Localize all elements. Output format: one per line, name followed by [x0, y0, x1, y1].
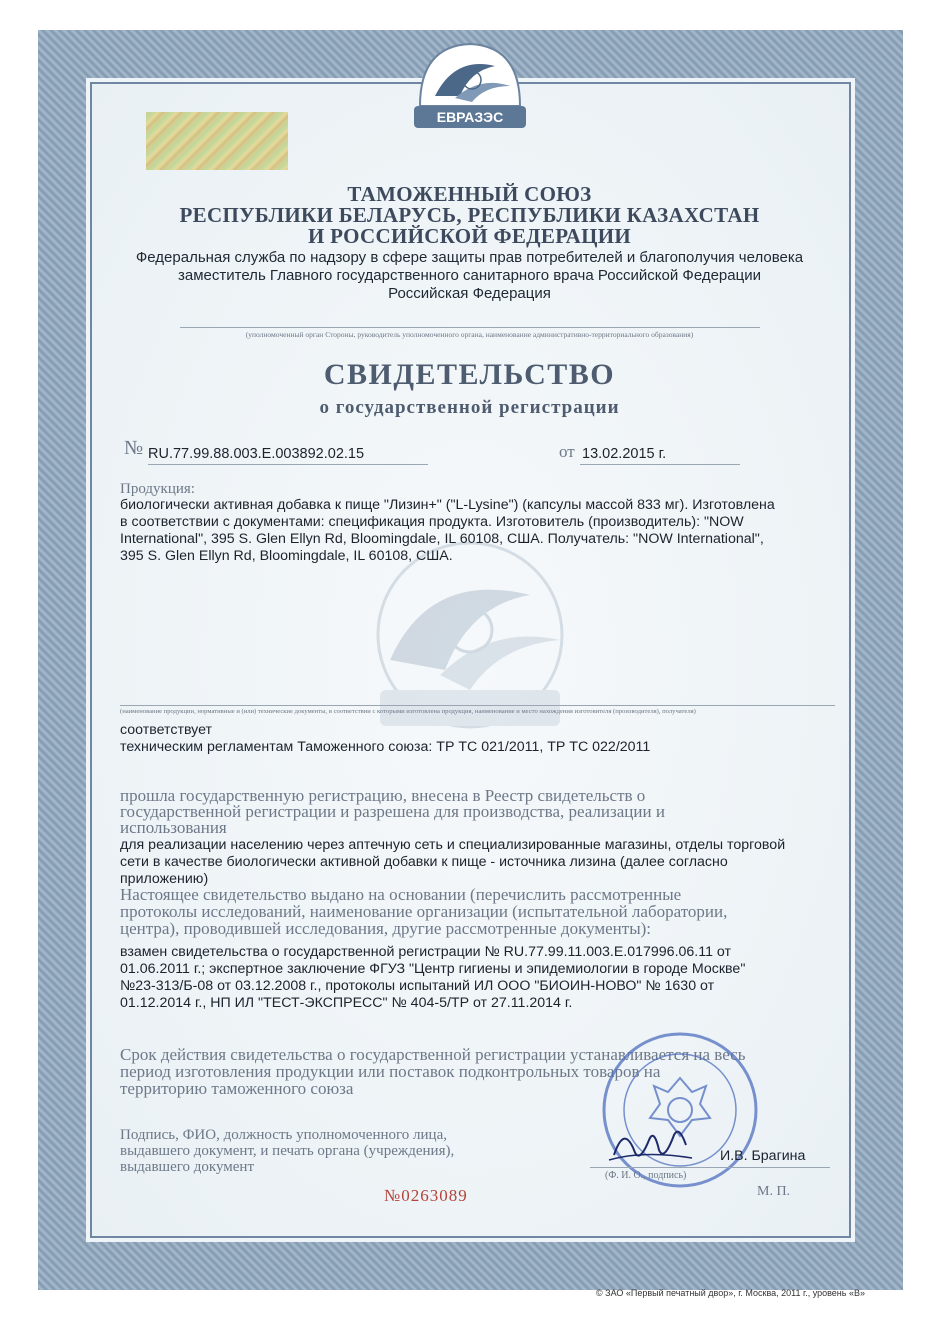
signature-caption-3: выдавшего документ [120, 1159, 255, 1175]
product-line-4: 395 S. Glen Ellyn Rd, Bloomingdale, IL 60108, США. [120, 548, 453, 564]
authority-rule [180, 327, 760, 328]
date-label: от [559, 442, 575, 461]
authority-caption: (уполномоченный орган Стороны, руководитель уполномоченного органа, наименование административно-территориального образования) [245, 330, 694, 339]
mp-label: М. П. [757, 1184, 791, 1199]
eurasec-emblem-icon [400, 36, 540, 136]
product-caption: (наименование продукции, нормативные и (или) технические документы, в соответствии с которыми изготовлена продукция, наименование и место нахождения изготовителя (производителя), получателя) [120, 708, 696, 715]
conformity-value: техническим регламентам Таможенного союза: ТР ТС 021/2011, ТР ТС 022/2011 [120, 739, 651, 755]
header-line-3: И РОССИЙСКОЙ ФЕДЕРАЦИИ [307, 224, 632, 248]
basis-value-line-1: взамен свидетельства о государственной регистрации № RU.77.99.11.003.Е.017996.06.11 от [120, 944, 731, 960]
product-rule [120, 705, 835, 706]
authority-line-1: Федеральная служба по надзору в сфере защиты прав потребителей и благополучия человека [135, 249, 804, 266]
fio-caption: (Ф. И. О., подпись) [605, 1170, 687, 1181]
signature-rule [590, 1167, 830, 1168]
header-line-2: РЕСПУБЛИКИ БЕЛАРУСЬ, РЕСПУБЛИКИ КАЗАХСТАН [179, 203, 760, 227]
basis-line-3: центра), проводившей исследования, другие рассмотренные документы): [120, 919, 652, 938]
basis-line-2: протоколы исследований, наименование организации (испытательной лаборатории, [120, 902, 728, 921]
document-subtitle: о государственной регистрации [319, 397, 620, 418]
printer-imprint: © ЗАО «Первый печатный двор», г. Москва, 2011 г., уровень «В» [596, 1288, 865, 1298]
number-rule [148, 464, 428, 465]
validity-line-3: территорию таможенного союза [120, 1079, 354, 1098]
product-label: Продукция: [120, 481, 195, 497]
handwritten-signature [604, 1120, 694, 1170]
number-sign: № [124, 437, 144, 459]
product-line-3: International", 395 S. Glen Ellyn Rd, Bloomingdale, IL 60108, США. Получатель: "NOW International", [120, 531, 764, 547]
basis-value-line-4: 01.12.2014 г., НП ИЛ "ТЕСТ-ЭКСПРЕСС" № 404-5/ТР от 27.11.2014 г. [120, 995, 573, 1011]
registration-date: 13.02.2015 г. [582, 446, 667, 462]
signature-caption-1: Подпись, ФИО, должность уполномоченного лица, [120, 1127, 447, 1143]
usage-line-2: сети в качестве биологически активной добавки к пище - источника лизина (далее согласно [120, 854, 728, 870]
signer-name: И.В. Брагина [720, 1148, 806, 1164]
validity-line-1: Срок действия свидетельства о государственной регистрации устанавливается на весь [120, 1045, 746, 1064]
passed-line-3: использования [120, 818, 227, 837]
validity-line-2: период изготовления продукции или поставок подконтрольных товаров на [120, 1062, 661, 1081]
document-title: СВИДЕТЕЛЬСТВО [323, 358, 616, 391]
header-line-1: ТАМОЖЕННЫЙ СОЮЗ [347, 182, 592, 206]
registration-number: RU.77.99.88.003.E.003892.02.15 [148, 446, 365, 462]
product-line-1: биологически активная добавка к пище "Лизин+" ("L-Lysine") (капсулы массой 833 мг). Изготовлена [120, 497, 775, 513]
date-rule [580, 464, 740, 465]
form-number: №0263089 [384, 1186, 468, 1205]
hologram-sticker [146, 112, 288, 170]
usage-line-1: для реализации населению через аптечную сеть и специализированные магазины, отделы торговой [120, 837, 786, 853]
emblem-label: ЕВРАЗЭС [436, 109, 504, 125]
authority-line-3: Российская Федерация [388, 285, 551, 302]
product-line-2: в соответствии с документами: спецификация продукта. Изготовитель (производитель): "NOW [120, 514, 744, 530]
basis-line-1: Настоящее свидетельство выдано на основании (перечислить рассмотренные [120, 885, 682, 904]
conformity-label: соответствует [120, 722, 213, 738]
signature-caption-2: выдавшего документ, и печать органа (учреждения), [120, 1143, 455, 1159]
usage-line-3: приложению) [120, 871, 209, 887]
passed-line-1: прошла государственную регистрацию, внесена в Реестр свидетельств о [120, 786, 646, 805]
basis-value-line-2: 01.06.2011 г.; экспертное заключение ФГУЗ "Центр гигиены и эпидемиологии в городе Москве" [120, 961, 746, 977]
passed-line-2: государственной регистрации и разрешена для производства, реализации и [120, 802, 665, 821]
authority-line-2: заместитель Главного государственного санитарного врача Российской Федерации [178, 267, 761, 284]
basis-value-line-3: №23-313/Б-08 от 03.12.2008 г., протоколы испытаний ИЛ ООО "БИОИН-НОВО" № 1630 от [120, 978, 715, 994]
